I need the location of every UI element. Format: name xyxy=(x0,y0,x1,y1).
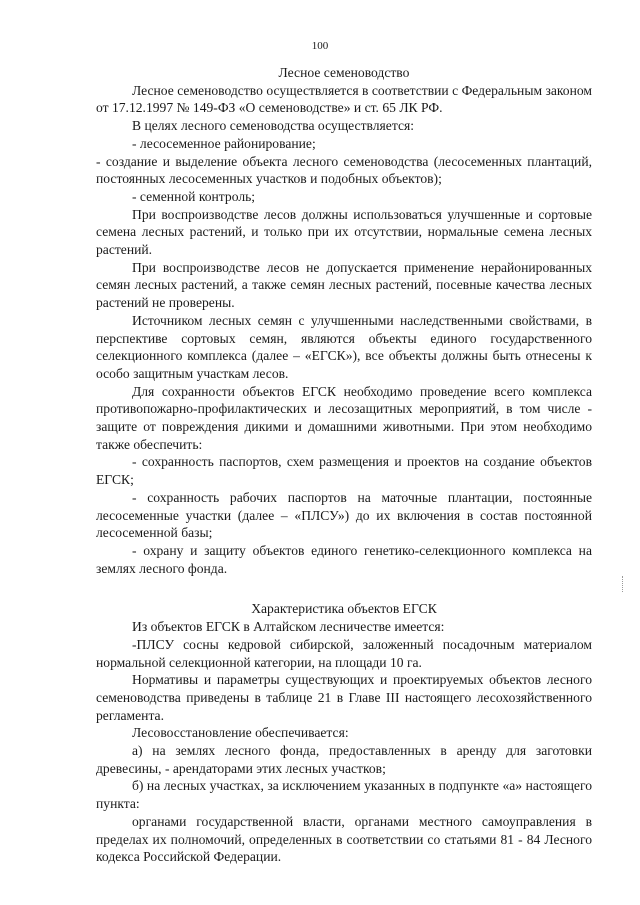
list-item: - лесосеменное районирование; xyxy=(132,135,316,151)
paragraph: При воспроизводстве лесов не допускается применение нерайонированных семян лесных растений, а также семян лесных растений, посевные качества лесных растений не проверены. xyxy=(96,259,592,311)
section-title-egsk-objects: Характеристика объектов ЕГСК xyxy=(251,601,437,617)
list-item: а) на землях лесного фонда, предоставленных в аренду для заготовки древесины, - арендаторами этих лесных участков; xyxy=(96,743,592,776)
paragraph: Лесное семеноводство осуществляется в соответствии с Федеральным законом от 17.12.1997 № 149-ФЗ «О семеноводстве» и ст. 65 ЛК РФ. xyxy=(96,82,592,116)
paragraph: Нормативы и параметры существующих и проектируемых объектов лесного семеноводства приведены в таблице 21 в Главе III настоящего лесохозяйственного регламента. xyxy=(96,672,592,723)
section-title-seed-production: Лесное семеноводство xyxy=(278,65,410,80)
list-item: - сохранность паспортов, схем размещения и проектов на создание объектов ЕГСК; xyxy=(96,454,592,488)
list-item: -ПЛСУ сосны кедровой сибирской, заложенный посадочным материалом нормальной селекционной категории, на площади 10 га. xyxy=(96,636,592,670)
paragraph: В целях лесного семеноводства осуществляется: xyxy=(132,118,415,134)
scan-edge-mark xyxy=(622,576,624,592)
document-body xyxy=(96,64,592,866)
paragraph: органами государственной власти, органами местного самоуправления в пределах их полномочий, определенных в соответствии со статьями 81 - 84 Лесного кодекса Российской Федерации. xyxy=(96,813,592,865)
paragraph: Лесовосстановление обеспечивается: xyxy=(132,725,349,741)
paragraph: Для сохранности объектов ЕГСК необходимо проведение всего комплекса противопожарно-профилактических и лесозащитных мероприятий, в том числе - защите от повреждения дикими и домашними животными. При этом необходимо также обеспечить: xyxy=(96,383,592,452)
list-item: б) на лесных участках, за исключением указанных в подпункте «а» настоящего пункта: xyxy=(96,778,592,812)
paragraph: Источником лесных семян с улучшенными наследственными свойствами, в перспективе сортовых семян, являются объекты единого государственного селекционного комплекса (далее – «ЕГСК»), все объекты должны быть отнесены к особо защитным участкам лесов. xyxy=(96,312,592,381)
list-item: - создание и выделение объекта лесного семеноводства (лесосеменных плантаций, постоянных лесосеменных участков и подобных объектов); xyxy=(96,153,592,187)
paragraph: Из объектов ЕГСК в Алтайском лесничестве имеется: xyxy=(132,619,445,635)
paragraph: При воспроизводстве лесов должны использоваться улучшенные и сортовые семена лесных растений, и только при их отсутствии, нормальные семена лесных растений. xyxy=(96,206,592,258)
list-item: - охрану и защиту объектов единого генетико-селекционного комплекса на землях лесного фонда. xyxy=(96,542,592,576)
list-item: - семенной контроль; xyxy=(132,188,256,204)
page-number: 100 xyxy=(311,40,329,52)
list-item: - сохранность рабочих паспортов на маточные плантации, постоянные лесосеменные участки (далее – «ПЛСУ») до их включения в состав постоянной лесосеменной базы; xyxy=(96,489,592,541)
